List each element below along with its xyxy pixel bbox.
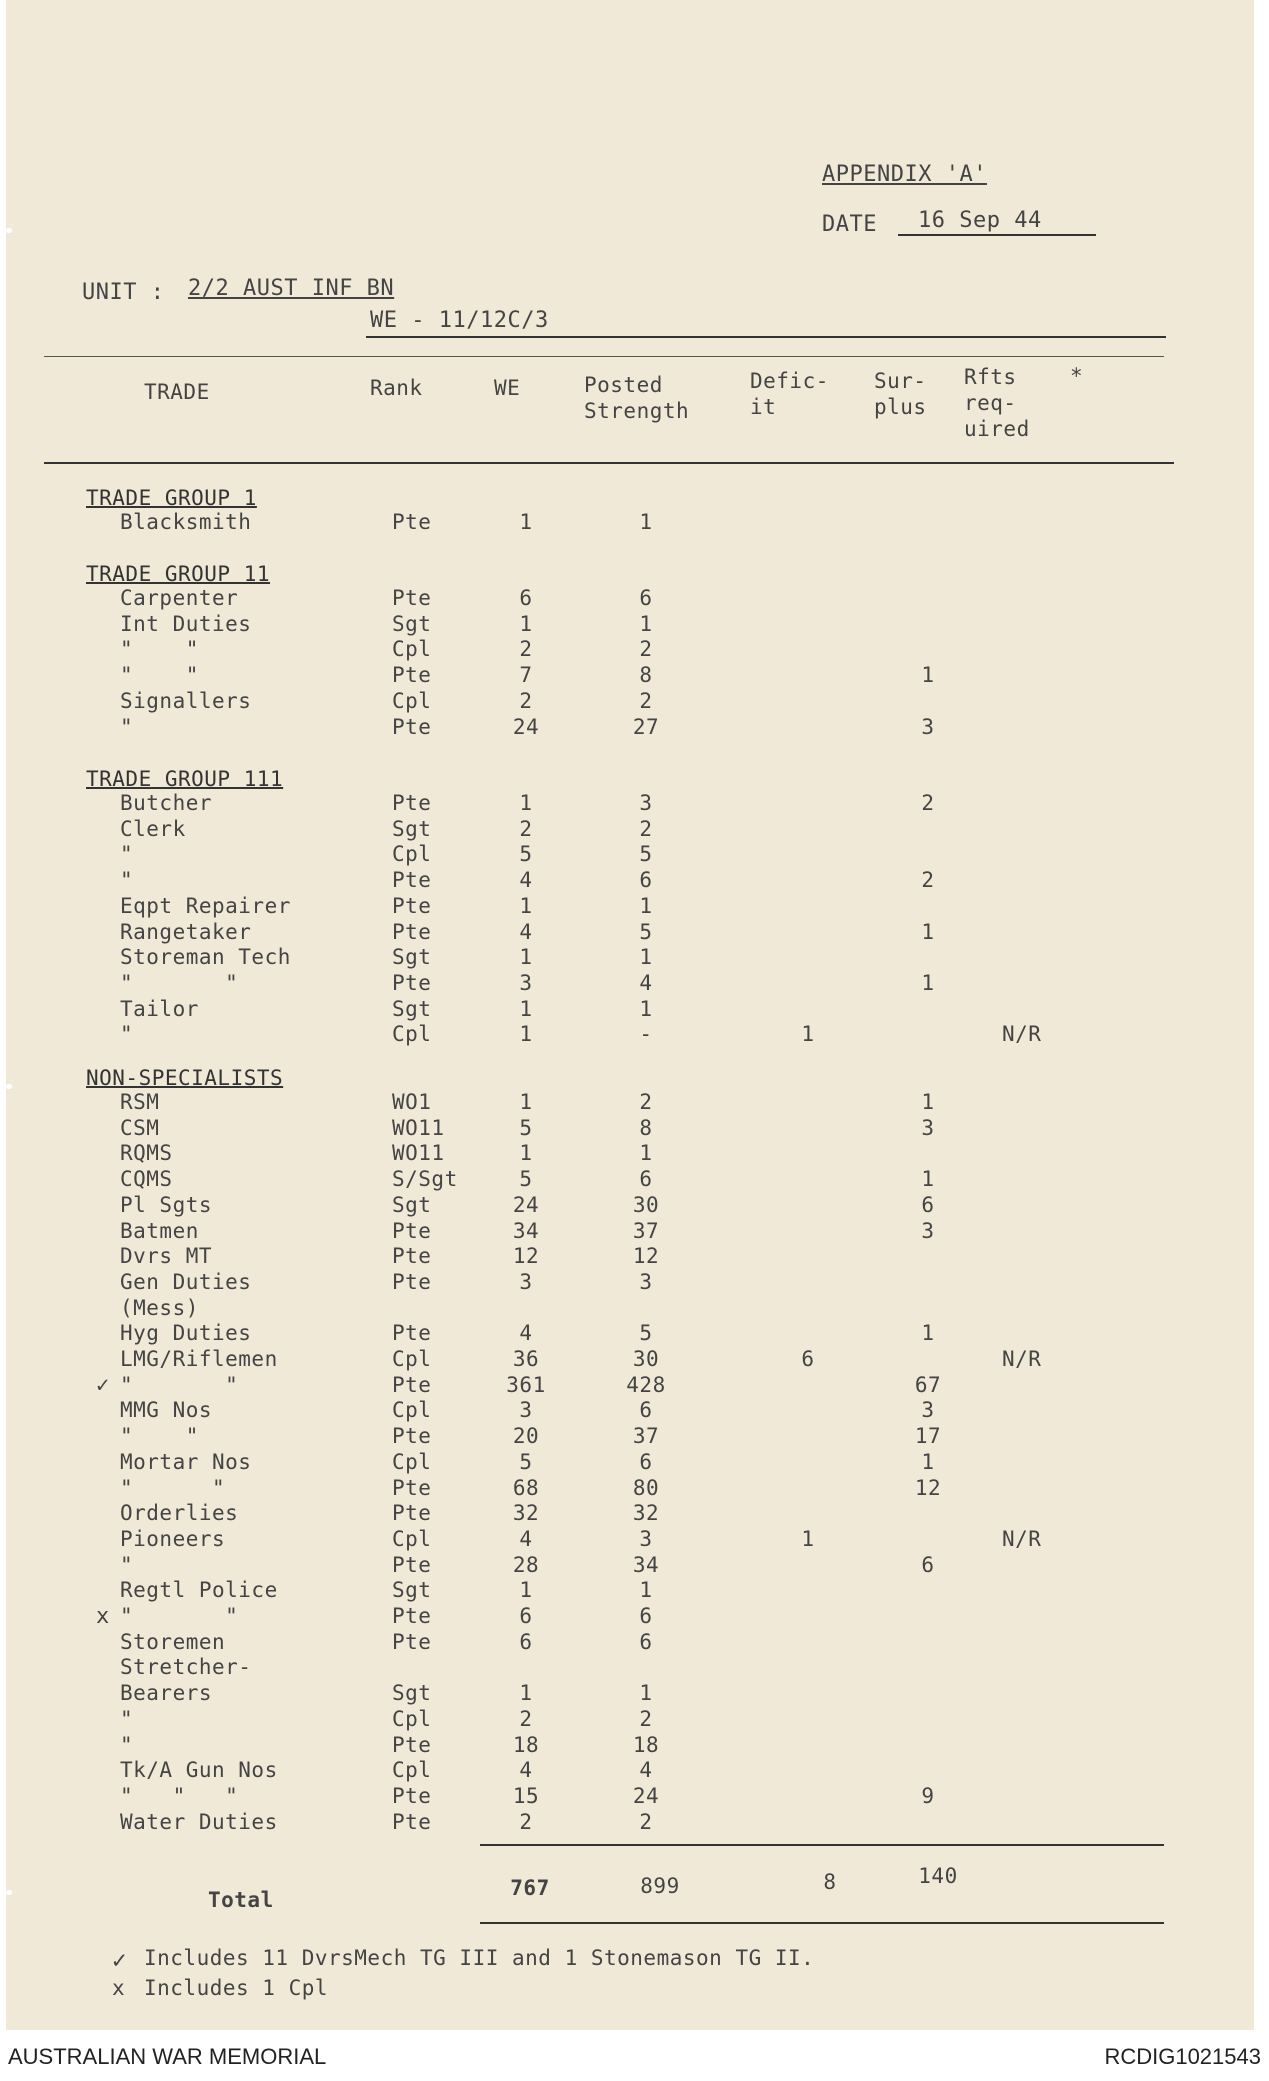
row-we: 1 bbox=[519, 611, 533, 636]
row-surplus: 9 bbox=[921, 1783, 935, 1808]
row-posted: 2 bbox=[639, 1706, 653, 1731]
row-rank: Cpl bbox=[392, 1449, 432, 1474]
row-surplus: 2 bbox=[921, 791, 935, 815]
row-trade: (Mess) bbox=[120, 1295, 199, 1320]
row-trade: Storeman Tech bbox=[120, 945, 291, 970]
row-trade: " bbox=[120, 1732, 134, 1757]
row-surplus: 3 bbox=[921, 1218, 935, 1243]
we-reference: WE - 11/12C/3 bbox=[370, 308, 549, 333]
row-mark: x bbox=[96, 1604, 110, 1629]
row-trade: RSM bbox=[120, 1090, 160, 1114]
column-header-rule bbox=[44, 462, 1174, 464]
row-we: 5 bbox=[519, 1167, 533, 1192]
row-posted: 8 bbox=[639, 1115, 653, 1140]
total-posted: 899 bbox=[640, 1874, 680, 1898]
row-we: 5 bbox=[519, 1115, 533, 1140]
row-trade: Mortar Nos bbox=[120, 1449, 252, 1474]
row-we: 6 bbox=[519, 1629, 533, 1654]
row-surplus: 67 bbox=[914, 1372, 942, 1397]
row-rank: Cpl bbox=[392, 1022, 432, 1047]
row-surplus: 3 bbox=[921, 1398, 935, 1423]
footnote-1-text: Includes 11 DvrsMech TG III and 1 Stonemason TG II. bbox=[144, 1946, 815, 1970]
footer-record-id: RCDIG1021543 bbox=[1104, 2044, 1261, 2069]
footnote-2-text: Includes 1 Cpl bbox=[144, 1976, 329, 2000]
row-rank: Sgt bbox=[392, 611, 432, 636]
row-we: 4 bbox=[519, 919, 533, 944]
row-posted: 1 bbox=[639, 611, 653, 636]
row-rank: Cpl bbox=[392, 1347, 432, 1371]
row-rank: Pte bbox=[392, 1809, 432, 1834]
row-posted: 6 bbox=[639, 1604, 653, 1628]
row-trade: " bbox=[120, 842, 134, 867]
row-we: 2 bbox=[519, 816, 533, 841]
date-value: 16 Sep 44 bbox=[918, 208, 1042, 233]
row-rank: Pte bbox=[392, 1501, 432, 1526]
row-rank: Cpl bbox=[392, 1706, 432, 1731]
row-we: 361 bbox=[506, 1372, 546, 1397]
row-trade: Carpenter bbox=[120, 586, 239, 610]
row-rank: Pte bbox=[392, 510, 432, 534]
row-rank: Cpl bbox=[392, 1526, 432, 1551]
row-posted: 30 bbox=[632, 1347, 660, 1371]
row-trade: Tk/A Gun Nos bbox=[120, 1758, 278, 1783]
row-trade: Hyg Duties bbox=[120, 1321, 252, 1346]
row-we: 2 bbox=[519, 637, 533, 662]
row-posted: 18 bbox=[632, 1732, 660, 1757]
row-we: 24 bbox=[512, 714, 540, 739]
row-we: 2 bbox=[519, 688, 533, 713]
row-trade: " " bbox=[120, 663, 199, 688]
row-surplus: 1 bbox=[921, 663, 935, 688]
col-trade: TRADE bbox=[144, 380, 210, 404]
row-we: 6 bbox=[519, 586, 533, 610]
row-surplus: 1 bbox=[921, 919, 935, 944]
row-rank: Pte bbox=[392, 1604, 432, 1628]
trade-group-title: NON-SPECIALISTS bbox=[86, 1066, 284, 1090]
row-trade: " bbox=[120, 1706, 134, 1731]
row-we: 1 bbox=[519, 791, 533, 815]
row-trade: Storemen bbox=[120, 1629, 226, 1654]
row-we: 1 bbox=[519, 945, 533, 970]
row-rank: Pte bbox=[392, 1218, 432, 1243]
row-posted: 6 bbox=[639, 586, 653, 610]
row-posted: 2 bbox=[639, 816, 653, 841]
row-posted: 37 bbox=[632, 1218, 660, 1243]
row-posted: 1 bbox=[639, 945, 653, 970]
trade-group-title: TRADE GROUP 11 bbox=[86, 562, 271, 586]
row-surplus: 1 bbox=[921, 970, 935, 995]
row-trade: " bbox=[120, 868, 134, 893]
row-rank: Cpl bbox=[392, 637, 432, 662]
row-trade: RQMS bbox=[120, 1141, 173, 1166]
row-posted: 27 bbox=[632, 714, 660, 739]
row-we: 1 bbox=[519, 996, 533, 1021]
row-trade: Butcher bbox=[120, 791, 213, 815]
row-rank: Sgt bbox=[392, 1192, 432, 1217]
row-rank: Sgt bbox=[392, 996, 432, 1021]
row-trade: Stretcher- bbox=[120, 1655, 252, 1680]
row-we: 2 bbox=[519, 1809, 533, 1834]
row-surplus: 6 bbox=[921, 1552, 935, 1577]
row-posted: 37 bbox=[632, 1424, 660, 1449]
row-trade: Dvrs MT bbox=[120, 1244, 213, 1269]
total-bottom-rule bbox=[480, 1922, 1164, 1924]
col-asterisk: * bbox=[1070, 364, 1084, 388]
row-rank: WO11 bbox=[392, 1115, 445, 1140]
row-posted: 32 bbox=[632, 1501, 660, 1526]
row-rank: Sgt bbox=[392, 1578, 432, 1603]
footnote-1-mark: ✓ bbox=[112, 1946, 127, 1974]
row-posted: 12 bbox=[632, 1244, 660, 1269]
col-we: WE bbox=[494, 376, 521, 400]
row-surplus: 3 bbox=[921, 714, 935, 739]
row-rank: Pte bbox=[392, 714, 432, 739]
row-posted: 1 bbox=[639, 510, 653, 534]
row-rank: Pte bbox=[392, 663, 432, 688]
row-rank: WO1 bbox=[392, 1090, 432, 1114]
row-we: 12 bbox=[512, 1244, 540, 1269]
row-posted: 2 bbox=[639, 1809, 653, 1834]
footer-institution: AUSTRALIAN WAR MEMORIAL bbox=[8, 2044, 327, 2069]
row-trade: " " bbox=[120, 1604, 239, 1628]
col-rfts-required: Rfts req- uired bbox=[964, 365, 1030, 441]
row-trade: CSM bbox=[120, 1115, 160, 1140]
row-we: 1 bbox=[519, 510, 533, 534]
row-trade: Int Duties bbox=[120, 611, 252, 636]
col-rank: Rank bbox=[370, 376, 423, 400]
row-we: 32 bbox=[512, 1501, 540, 1526]
trade-group-title: TRADE GROUP 1 bbox=[86, 486, 257, 510]
row-trade: " " bbox=[120, 970, 239, 995]
row-surplus: 6 bbox=[921, 1192, 935, 1217]
row-posted: 30 bbox=[632, 1192, 660, 1217]
row-trade: Signallers bbox=[120, 688, 252, 713]
row-surplus: 1 bbox=[921, 1167, 935, 1192]
row-deficit: 1 bbox=[801, 1526, 815, 1551]
row-we: 28 bbox=[512, 1552, 540, 1577]
row-posted: 6 bbox=[639, 1398, 653, 1423]
row-trade: Rangetaker bbox=[120, 919, 252, 944]
row-trade: Tailor bbox=[120, 996, 199, 1021]
row-trade: LMG/Riflemen bbox=[120, 1347, 278, 1371]
row-deficit: 1 bbox=[801, 1022, 815, 1047]
row-we: 24 bbox=[512, 1192, 540, 1217]
row-posted: 2 bbox=[639, 1090, 653, 1114]
row-rank: Cpl bbox=[392, 1758, 432, 1783]
row-rank: Sgt bbox=[392, 945, 432, 970]
row-rank: WO11 bbox=[392, 1141, 445, 1166]
row-trade: Eqpt Repairer bbox=[120, 893, 291, 918]
row-rank: Pte bbox=[392, 1424, 432, 1449]
row-we: 1 bbox=[519, 1090, 533, 1114]
row-rank: S/Sgt bbox=[392, 1167, 458, 1192]
row-posted: 6 bbox=[639, 1629, 653, 1654]
row-surplus: 2 bbox=[921, 868, 935, 893]
row-rank: Sgt bbox=[392, 816, 432, 841]
row-rank: Pte bbox=[392, 1372, 432, 1397]
row-trade: " " bbox=[120, 1424, 199, 1449]
row-we: 68 bbox=[512, 1475, 540, 1500]
total-deficit: 8 bbox=[823, 1870, 837, 1894]
col-deficit: Defic- it bbox=[750, 369, 829, 419]
row-posted: 4 bbox=[639, 1758, 653, 1783]
row-rank: Pte bbox=[392, 1629, 432, 1654]
appendix-label: APPENDIX 'A' bbox=[822, 162, 987, 187]
row-we: 3 bbox=[519, 1269, 533, 1294]
row-rank: Pte bbox=[392, 919, 432, 944]
row-posted: 1 bbox=[639, 893, 653, 918]
total-top-rule bbox=[480, 1844, 1164, 1846]
trade-group-title: TRADE GROUP 111 bbox=[86, 767, 284, 791]
row-trade: Orderlies bbox=[120, 1501, 239, 1526]
row-posted: 5 bbox=[639, 842, 653, 867]
row-surplus: 1 bbox=[921, 1449, 935, 1474]
row-rank: Pte bbox=[392, 586, 432, 610]
row-posted: 1 bbox=[639, 1681, 653, 1706]
row-we: 7 bbox=[519, 663, 533, 688]
row-trade: Batmen bbox=[120, 1218, 199, 1243]
row-rfts: N/R bbox=[1002, 1347, 1042, 1371]
row-trade: " bbox=[120, 1022, 134, 1047]
row-we: 4 bbox=[519, 1526, 533, 1551]
row-we: 5 bbox=[519, 842, 533, 867]
row-trade: " " bbox=[120, 1475, 226, 1500]
row-surplus: 17 bbox=[914, 1424, 942, 1449]
row-we: 4 bbox=[519, 868, 533, 893]
row-we: 1 bbox=[519, 893, 533, 918]
row-surplus: 12 bbox=[914, 1475, 942, 1500]
row-posted: 34 bbox=[632, 1552, 660, 1577]
table-top-rule bbox=[44, 356, 1164, 357]
row-we: 34 bbox=[512, 1218, 540, 1243]
row-posted: 24 bbox=[632, 1783, 660, 1808]
row-we: 6 bbox=[519, 1604, 533, 1628]
row-posted: 3 bbox=[639, 1526, 653, 1551]
row-posted: 3 bbox=[639, 791, 653, 815]
row-posted: 3 bbox=[639, 1269, 653, 1294]
row-we: 5 bbox=[519, 1449, 533, 1474]
row-posted: 428 bbox=[626, 1372, 666, 1397]
row-rank: Cpl bbox=[392, 842, 432, 867]
row-trade: CQMS bbox=[120, 1167, 173, 1192]
row-trade: " bbox=[120, 714, 134, 739]
row-rfts: N/R bbox=[1002, 1022, 1042, 1047]
row-we: 1 bbox=[519, 1022, 533, 1047]
row-posted: 1 bbox=[639, 1578, 653, 1603]
row-rank: Pte bbox=[392, 1269, 432, 1294]
row-we: 15 bbox=[512, 1783, 540, 1808]
row-we: 18 bbox=[512, 1732, 540, 1757]
row-we: 3 bbox=[519, 970, 533, 995]
row-we: 1 bbox=[519, 1141, 533, 1166]
row-rank: Cpl bbox=[392, 1398, 432, 1423]
row-surplus: 1 bbox=[921, 1090, 935, 1114]
total-surplus: 140 bbox=[918, 1864, 958, 1888]
row-we: 1 bbox=[519, 1681, 533, 1706]
row-posted: 5 bbox=[639, 1321, 653, 1346]
row-trade: " " bbox=[120, 1372, 239, 1397]
date-underline bbox=[898, 234, 1096, 236]
row-we: 3 bbox=[519, 1398, 533, 1423]
row-trade: MMG Nos bbox=[120, 1398, 213, 1423]
row-trade: Gen Duties bbox=[120, 1269, 252, 1294]
row-we: 4 bbox=[519, 1321, 533, 1346]
row-trade: Blacksmith bbox=[120, 510, 252, 534]
row-posted: 1 bbox=[639, 1141, 653, 1166]
row-trade: " bbox=[120, 1552, 134, 1577]
date-label: DATE bbox=[822, 212, 877, 237]
row-trade: Bearers bbox=[120, 1681, 213, 1706]
row-trade: Regtl Police bbox=[120, 1578, 278, 1603]
row-rank: Cpl bbox=[392, 688, 432, 713]
row-trade: Water Duties bbox=[120, 1809, 278, 1834]
row-posted: 4 bbox=[639, 970, 653, 995]
row-we: 1 bbox=[519, 1578, 533, 1603]
row-posted: 1 bbox=[639, 996, 653, 1021]
row-posted: - bbox=[639, 1022, 653, 1047]
row-we: 4 bbox=[519, 1758, 533, 1783]
row-surplus: 1 bbox=[921, 1321, 935, 1346]
row-rank: Pte bbox=[392, 868, 432, 893]
total-we: 767 bbox=[510, 1876, 550, 1900]
row-posted: 8 bbox=[639, 663, 653, 688]
row-surplus: 3 bbox=[921, 1115, 935, 1140]
row-rank: Pte bbox=[392, 1552, 432, 1577]
row-rank: Sgt bbox=[392, 1681, 432, 1706]
row-rank: Pte bbox=[392, 1732, 432, 1757]
footnote-2-mark: x bbox=[112, 1976, 126, 2000]
header-rule bbox=[366, 336, 1166, 338]
row-trade: " " bbox=[120, 637, 199, 662]
row-mark: ✓ bbox=[96, 1372, 110, 1398]
row-rank: Pte bbox=[392, 970, 432, 995]
total-label: Total bbox=[208, 1888, 274, 1912]
row-trade: Pl Sgts bbox=[120, 1192, 213, 1217]
row-posted: 6 bbox=[639, 868, 653, 893]
row-trade: Clerk bbox=[120, 816, 186, 841]
col-surplus: Sur- plus bbox=[874, 369, 927, 419]
row-posted: 6 bbox=[639, 1167, 653, 1192]
row-rfts: N/R bbox=[1002, 1526, 1042, 1551]
row-we: 20 bbox=[512, 1424, 540, 1449]
unit-label: UNIT : bbox=[82, 280, 165, 305]
row-trade: " " " bbox=[120, 1783, 239, 1808]
unit-value: 2/2 AUST INF BN bbox=[188, 276, 395, 301]
row-posted: 5 bbox=[639, 919, 653, 944]
row-posted: 2 bbox=[639, 688, 653, 713]
row-rank: Pte bbox=[392, 1475, 432, 1500]
row-deficit: 6 bbox=[801, 1347, 815, 1371]
row-posted: 6 bbox=[639, 1449, 653, 1474]
row-posted: 80 bbox=[632, 1475, 660, 1500]
row-posted: 2 bbox=[639, 637, 653, 662]
row-trade: Pioneers bbox=[120, 1526, 226, 1551]
row-rank: Pte bbox=[392, 1783, 432, 1808]
row-we: 2 bbox=[519, 1706, 533, 1731]
row-rank: Pte bbox=[392, 1244, 432, 1269]
row-rank: Pte bbox=[392, 893, 432, 918]
row-we: 36 bbox=[512, 1347, 540, 1371]
row-rank: Pte bbox=[392, 1321, 432, 1346]
col-posted-strength: Posted Strength bbox=[584, 373, 690, 423]
row-rank: Pte bbox=[392, 791, 432, 815]
